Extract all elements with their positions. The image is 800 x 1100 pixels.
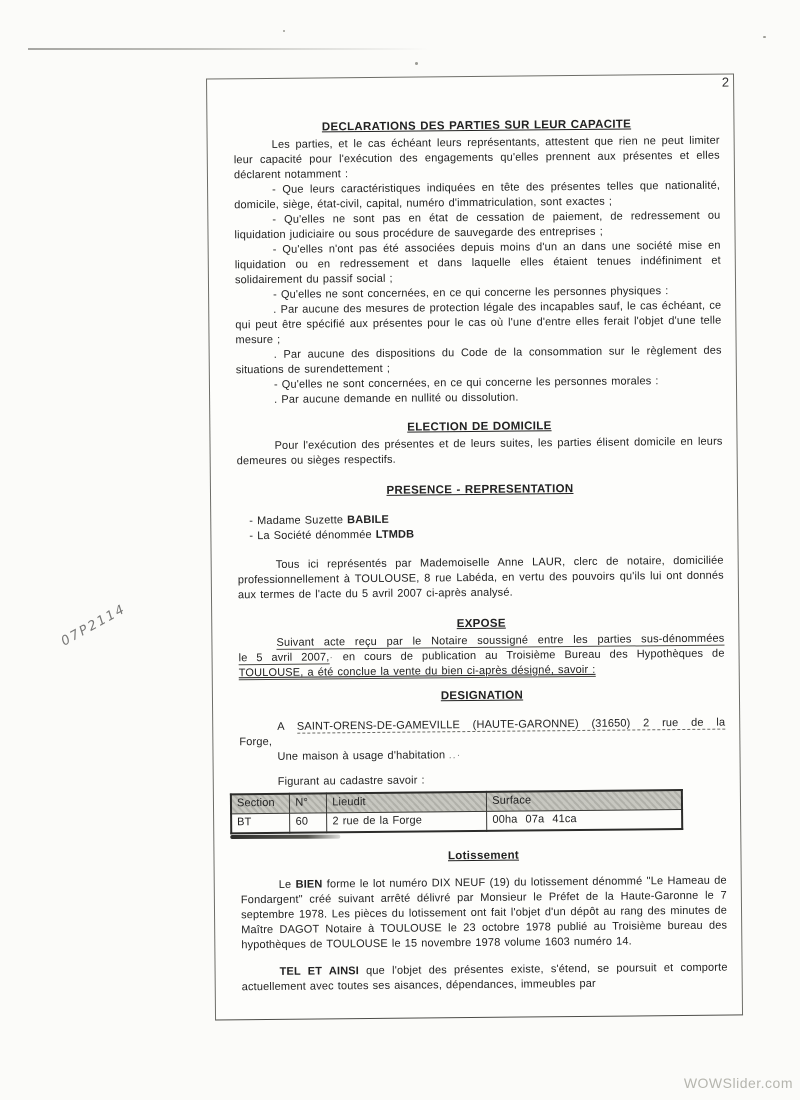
handwritten-annotation: 07P2114 [58, 601, 129, 650]
table-header-numero: N° [290, 793, 327, 813]
cadastre-table [230, 789, 683, 834]
underlined-text: TOULOUSE, a été conclue la vente du bien ci-après désigné, savoir : [238, 663, 596, 680]
cell-section: BT [231, 813, 290, 833]
underlined-text: SAINT-ORENS-DE-GAMEVILLE (HAUTE-GARONNE) (31650) 2 rue de la [296, 716, 726, 733]
paragraph: - Que leurs caractéristiques indiquées en tête des présentes telles que nationalité, domicile, siège, état-civil, capital, numéro d'immatriculation, sont exactes ; [234, 179, 721, 212]
paragraph: - Qu'elles ne sont concernées, en ce qui concerne les personnes morales : [273, 375, 659, 391]
table-header-section: Section [231, 794, 290, 814]
scan-speck [283, 30, 285, 32]
watermark: WOWSlider.com [683, 1075, 793, 1091]
party-prefix: - La Société dénommée [249, 528, 376, 543]
cell-numero: 60 [290, 813, 327, 833]
text-run: A [277, 720, 297, 733]
paragraph: . Par aucune demande en nullité ou dissolution. [274, 391, 519, 406]
text-run: en cours de publication au Troisième Bureau des Hypothèques de [342, 647, 725, 664]
section-heading-declarations: DECLARATIONS DES PARTIES SUR LEUR CAPACITE [321, 118, 632, 134]
text-run: Une maison à usage d'habitation [277, 749, 446, 763]
cadastre-label: Figurant au cadastre savoir : [277, 774, 425, 788]
document-page [206, 73, 743, 1020]
section-heading-lotissement: Lotissement [447, 849, 520, 863]
underlined-text: le 5 avril 2007, [238, 651, 330, 665]
text-run: forme le lot numéro DIX NEUF (19) du lotissement dénommé "Le Hameau de Fondargent" créé suivant arrêté délivré par Monsieur le Préfet de la Haute-Garonne le 7 septembre 1978. Les pièces du lotissement ont fait l'objet d'un dépôt au rang des minutes de Maître DAGOT Notaire à TOULOUSE le 23 octobre 1978 publié au Troisième bureau des hypothèques de TOULOUSE le 15 novembre 1978 volume 1603 numéro 14. [240, 874, 728, 952]
section-heading-election-domicile: ELECTION DE DOMICILE [407, 420, 552, 434]
text-run: que l'objet des présentes existe, s'étend, se poursuit et comporte actuellement avec toutes ses aisances, dépendances, immeubles par [241, 961, 728, 994]
paragraph: Tous ici représentés par Mademoiselle Anne LAUR, clerc de notaire, domiciliée professionnellement à TOULOUSE, 8 rue Labéda, en vertu des pouvoirs qu'ils lui ont donnés aux termes de l'acte du 5 avril 2007 ci-après analysé. [237, 554, 724, 602]
paragraph: . Par aucune des dispositions du Code de la consommation sur le règlement des situations de surendettement ; [235, 344, 722, 377]
bold-term: BIEN [295, 878, 323, 891]
scan-speck [415, 62, 418, 65]
paragraph [241, 874, 728, 954]
paragraph: - Qu'elles n'ont pas été associées depuis moins d'un an dans une société mise en liquidation ou en redressement et dans laquelle elles étaient tenues indéfiniment et solidairement du passif social ; [234, 239, 721, 287]
designation-address-line: Forge, [239, 735, 273, 749]
party-name: LTMDB [375, 528, 415, 541]
underlined-text: Suivant acte reçu par le Notaire soussigné entre les parties sus-dénommées [276, 632, 725, 649]
table-header-lieudit: Lieudit [327, 792, 487, 813]
section-heading-designation: DESIGNATION [440, 689, 524, 703]
page-number: 2 [721, 74, 730, 90]
scan-speck [763, 36, 766, 38]
pen-squiggle: ..· [449, 750, 462, 762]
paragraph: - Qu'elles ne sont pas en état de cessation de paiement, de redressement ou liquidation judiciaire ou sous procédure de sauvegarde des entreprises ; [234, 209, 721, 242]
section-heading-expose: EXPOSE [456, 617, 506, 631]
party-name: BABILE [347, 513, 390, 527]
cell-surface: 00ha 07a 41ca [487, 809, 682, 830]
table-row [231, 809, 682, 833]
cell-lieudit: 2 rue de la Forge [327, 811, 487, 832]
section-heading-presence: PRESENCE - REPRESENTATION [386, 483, 574, 497]
bold-term: TEL ET AINSI [279, 965, 360, 978]
pen-mark: · [329, 652, 334, 664]
paragraph: Les parties, et le cas échéant leurs représentants, attestent que rien ne peut limiter leur capacité pour l'exécution des engagements qu'elles prennent aux présentes et elles déclarent notamment : [233, 134, 720, 182]
party-prefix: - Madame Suzette [249, 514, 348, 528]
page-content [207, 74, 742, 995]
paragraph: - Qu'elles ne sont concernées, en ce qui concerne les personnes physiques : [273, 285, 669, 301]
pen-smear-artifact [230, 835, 340, 839]
table-header-surface: Surface [487, 790, 682, 811]
paragraph: . Par aucune des mesures de protection légale des incapables sauf, le cas échéant, ce qui peut être spécifié aux présentes pour le cas où l'une d'entre elles ferait l'objet d'une telle mesure ; [235, 299, 722, 347]
text-run: Le [278, 878, 296, 891]
scan-streak-artifact [28, 48, 428, 50]
paragraph [242, 961, 728, 996]
paragraph: Pour l'exécution des présentes et de leurs suites, les parties élisent domicile en leurs demeures ou sièges respectifs. [236, 435, 723, 468]
presence-party-item [249, 525, 723, 545]
